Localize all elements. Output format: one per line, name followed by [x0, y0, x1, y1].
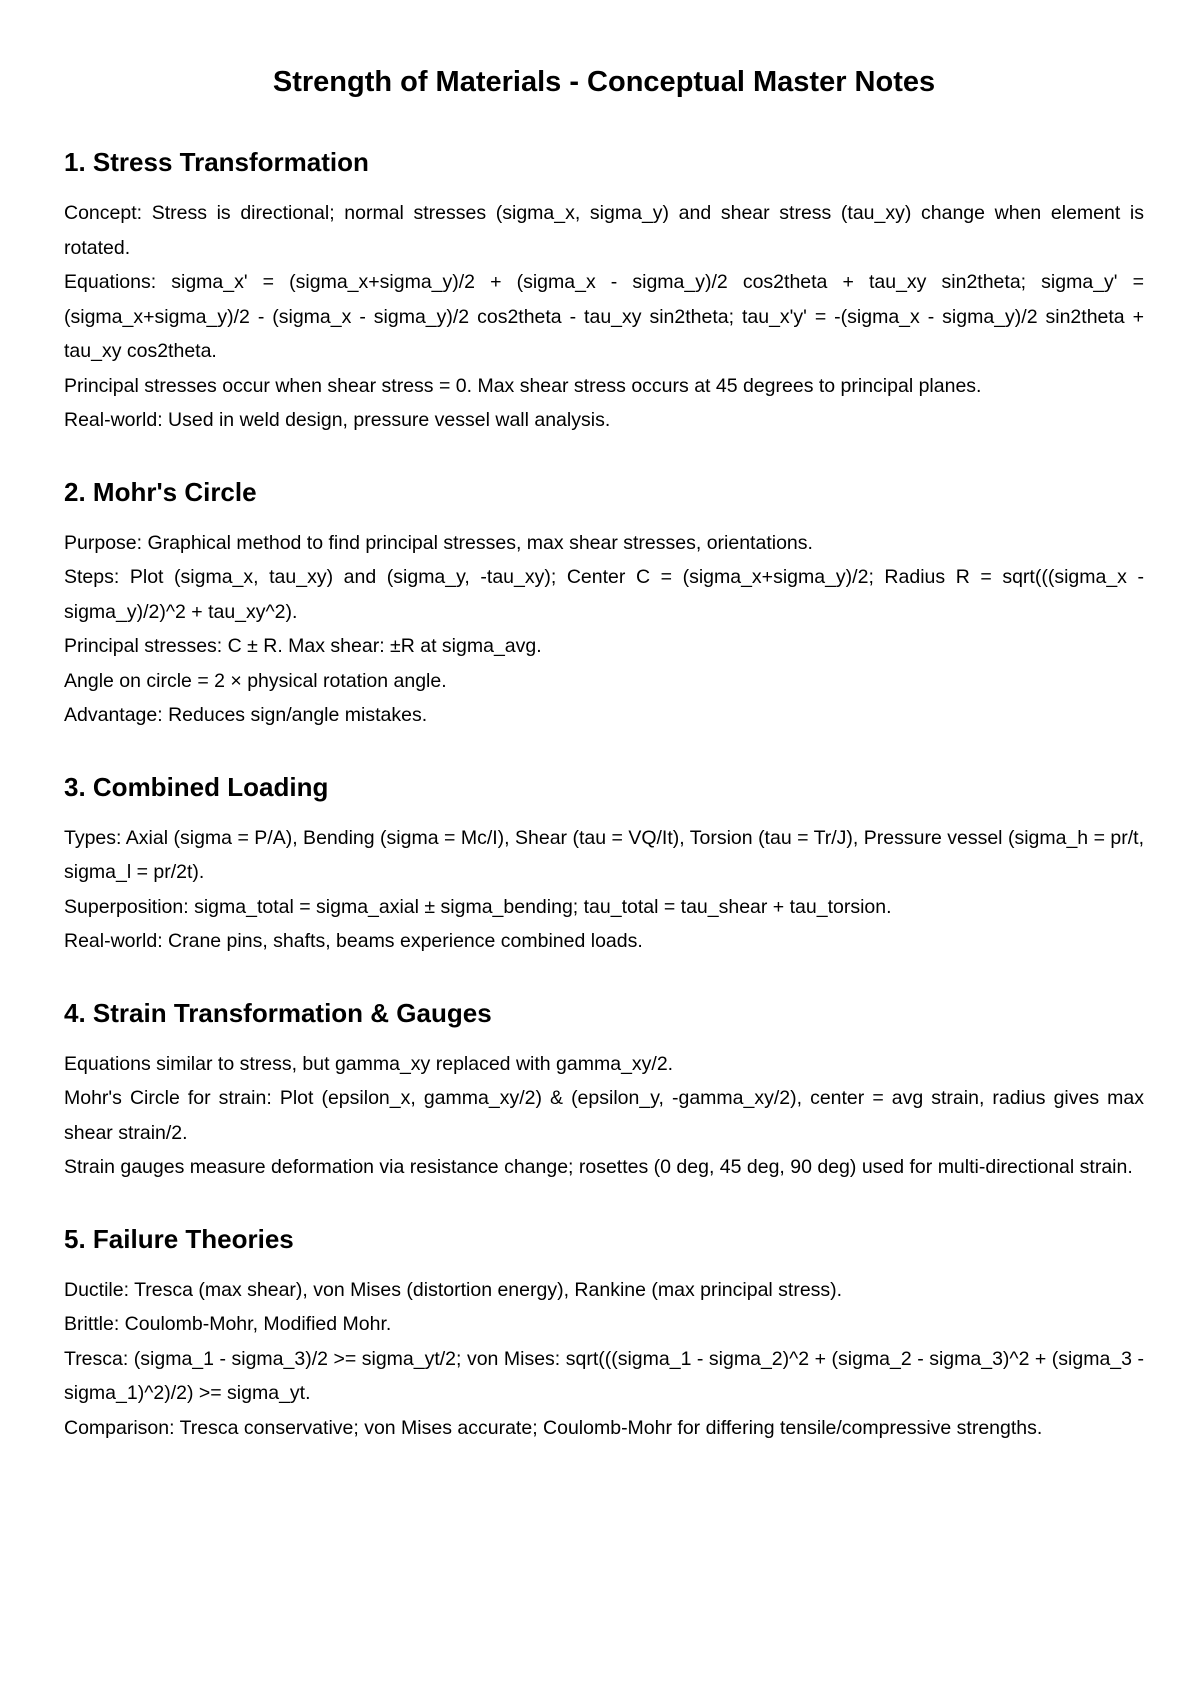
paragraph: Strain gauges measure deformation via resistance change; rosettes (0 deg, 45 deg, 90 deg) used for multi-directional strain. — [64, 1156, 1133, 1178]
paragraph: Ductile: Tresca (max shear), von Mises (distortion energy), Rankine (max principal stress). — [64, 1278, 843, 1301]
paragraph: Brittle: Coulomb-Mohr, Modified Mohr. — [64, 1313, 392, 1335]
section-combined-loading — [64, 770, 1144, 959]
paragraph: Types: Axial (sigma = P/A), Bending (sigma = Mc/I), Shear (tau = VQ/It), Torsion (tau = Tr/J), Pressure vessel (sigma_h = pr/t, sigma_l = pr/2t). — [64, 826, 1144, 883]
paragraph: Equations similar to stress, but gamma_xy replaced with gamma_xy/2. — [64, 1052, 674, 1075]
paragraph: Principal stresses: C ± R. Max shear: ±R at sigma_avg. — [64, 635, 542, 657]
paragraph: Mohr's Circle for strain: Plot (epsilon_x, gamma_xy/2) & (epsilon_y, -gamma_xy/2), center = avg strain, radius gives max shear strain/2. — [64, 1087, 1144, 1144]
paragraph: Steps: Plot (sigma_x, tau_xy) and (sigma_y, -tau_xy); Center C = (sigma_x+sigma_y)/2; Radius R = sqrt(((sigma_x - sigma_y)/2)^2 + tau_xy^2). — [64, 566, 1144, 623]
paragraph: Advantage: Reduces sign/angle mistakes. — [64, 704, 428, 726]
section-heading: 1. Stress Transformation — [64, 147, 369, 177]
paragraph: Real-world: Crane pins, shafts, beams experience combined loads. — [64, 930, 643, 952]
paragraph: Comparison: Tresca conservative; von Mises accurate; Coulomb-Mohr for differing tensile/compressive strengths. — [64, 1416, 1043, 1439]
section-strain-transformation — [64, 996, 1144, 1185]
paragraph: Superposition: sigma_total = sigma_axial ± sigma_bending; tau_total = tau_shear + tau_torsion. — [64, 895, 892, 918]
section-mohrs-circle — [64, 475, 1144, 733]
paragraph: Real-world: Used in weld design, pressure vessel wall analysis. — [64, 409, 611, 431]
paragraph: Concept: Stress is directional; normal stresses (sigma_x, sigma_y) and shear stress (tau_xy) change when element is rotated. — [64, 202, 1144, 259]
section-stress-transformation — [64, 145, 1144, 438]
paragraph: Angle on circle = 2 × physical rotation angle. — [64, 669, 447, 692]
paragraph: Principal stresses occur when shear stress = 0. Max shear stress occurs at 45 degrees to principal planes. — [64, 374, 982, 397]
section-heading: 5. Failure Theories — [64, 1223, 294, 1254]
section-failure-theories — [64, 1222, 1144, 1446]
section-heading: 4. Strain Transformation & Gauges — [64, 997, 492, 1028]
paragraph: Purpose: Graphical method to find principal stresses, max shear stresses, orientations. — [64, 531, 813, 554]
document-title: Strength of Materials - Conceptual Master Notes — [272, 66, 936, 98]
section-heading: 2. Mohr's Circle — [64, 476, 257, 507]
paragraph: Tresca: (sigma_1 - sigma_3)/2 >= sigma_yt/2; von Mises: sqrt(((sigma_1 - sigma_2)^2 + (sigma_2 - sigma_3)^2 + (sigma_3 - sigma_1)^2)/2) >= sigma_yt. — [64, 1347, 1144, 1404]
paragraph: Equations: sigma_x' = (sigma_x+sigma_y)/2 + (sigma_x - sigma_y)/2 cos2theta + tau_xy sin2theta; sigma_y' = (sigma_x+sigma_y)/2 - (sigma_x - sigma_y)/2 cos2theta - tau_xy sin2theta; tau_x'y' = -(sigma_x - sigma_y)/2 sin2theta + tau_xy cos2theta. — [64, 271, 1144, 362]
section-heading: 3. Combined Loading — [64, 771, 329, 802]
